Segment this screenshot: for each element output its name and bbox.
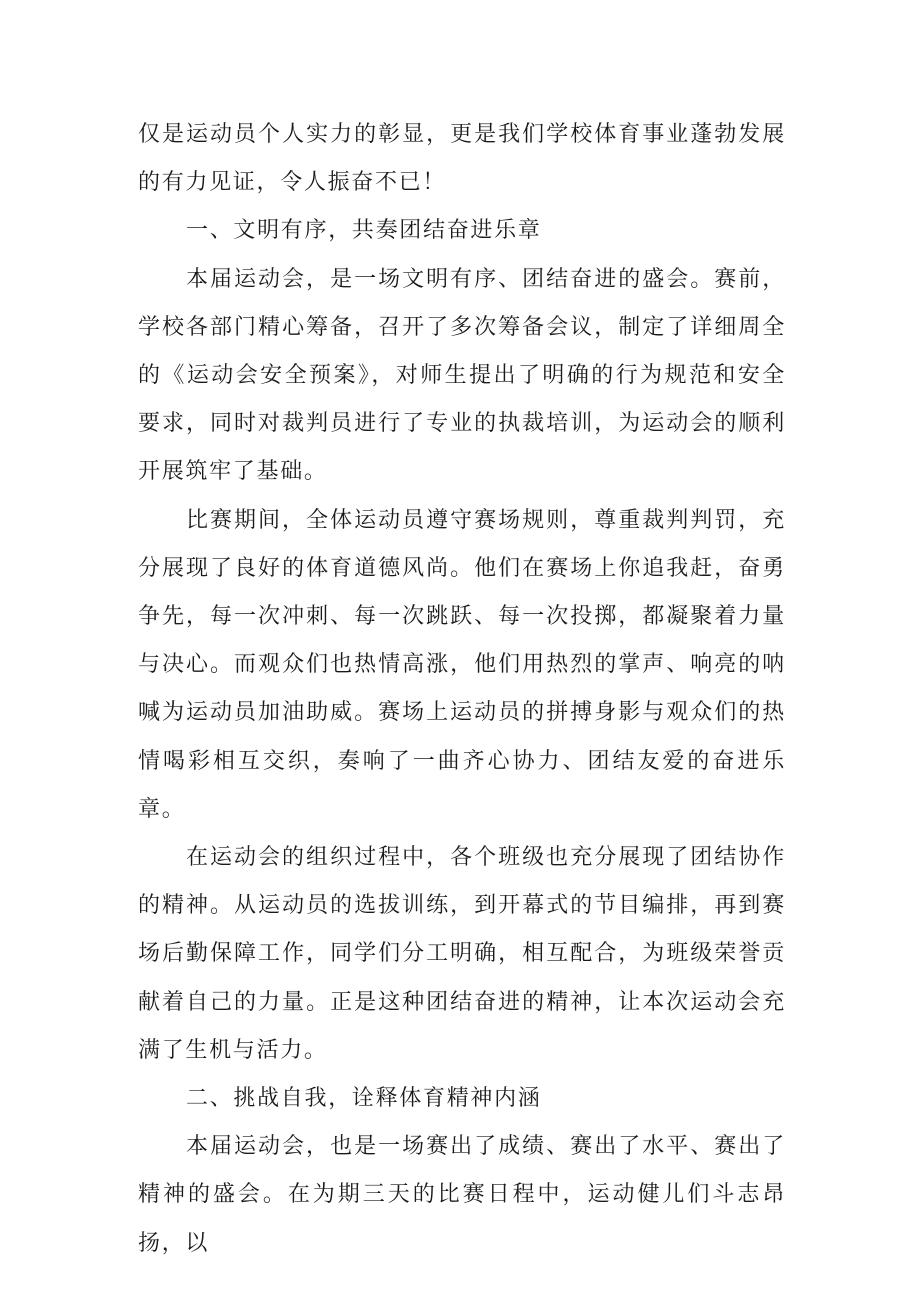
paragraph-results: 本届运动会，也是一场赛出了成绩、赛出了水平、赛出了精神的盛会。在为期三天的比赛日程中，运动健儿们斗志昂扬，以 xyxy=(138,1134,786,1256)
section-heading-2: 二、挑战自我，诠释体育精神内涵 xyxy=(186,1086,542,1112)
section-heading-1: 一、文明有序，共奏团结奋进乐章 xyxy=(186,218,542,244)
paragraph-preparation: 本届运动会，是一场文明有序、团结奋进的盛会。赛前，学校各部门精心筹备，召开了多次筹备会议，制定了详细周全的《运动会安全预案》，对师生提出了明确的行为规范和安全要求，同时对裁判员进行了专业的执裁培训，为运动会的顺利开展筑牢了基础。 xyxy=(138,266,786,485)
paragraph-teamwork: 在运动会的组织过程中，各个班级也充分展现了团结协作的精神。从运动员的选拔训练，到开幕式的节目编排，再到赛场后勤保障工作，同学们分工明确，相互配合，为班级荣誉贡献着自己的力量。正是这种团结奋进的精神，让本次运动会充满了生机与活力。 xyxy=(138,845,786,1063)
paragraph-continuation: 仅是运动员个人实力的彰显，更是我们学校体育事业蓬勃发展的有力见证，令人振奋不已！ xyxy=(138,122,786,196)
paragraph-competition: 比赛期间，全体运动员遵守赛场规则，尊重裁判判罚，充分展现了良好的体育道德风尚。他们在赛场上你追我赶，奋勇争先，每一次冲刺、每一次跳跃、每一次投掷，都凝聚着力量与决心。而观众们也热情高涨，他们用热烈的掌声、响亮的呐喊为运动员加油助威。赛场上运动员的拼搏身影与观众们的热情喝彩相互交织，奏响了一曲齐心协力、团结友爱的奋进乐章。 xyxy=(138,507,786,822)
document-body xyxy=(138,111,786,1268)
